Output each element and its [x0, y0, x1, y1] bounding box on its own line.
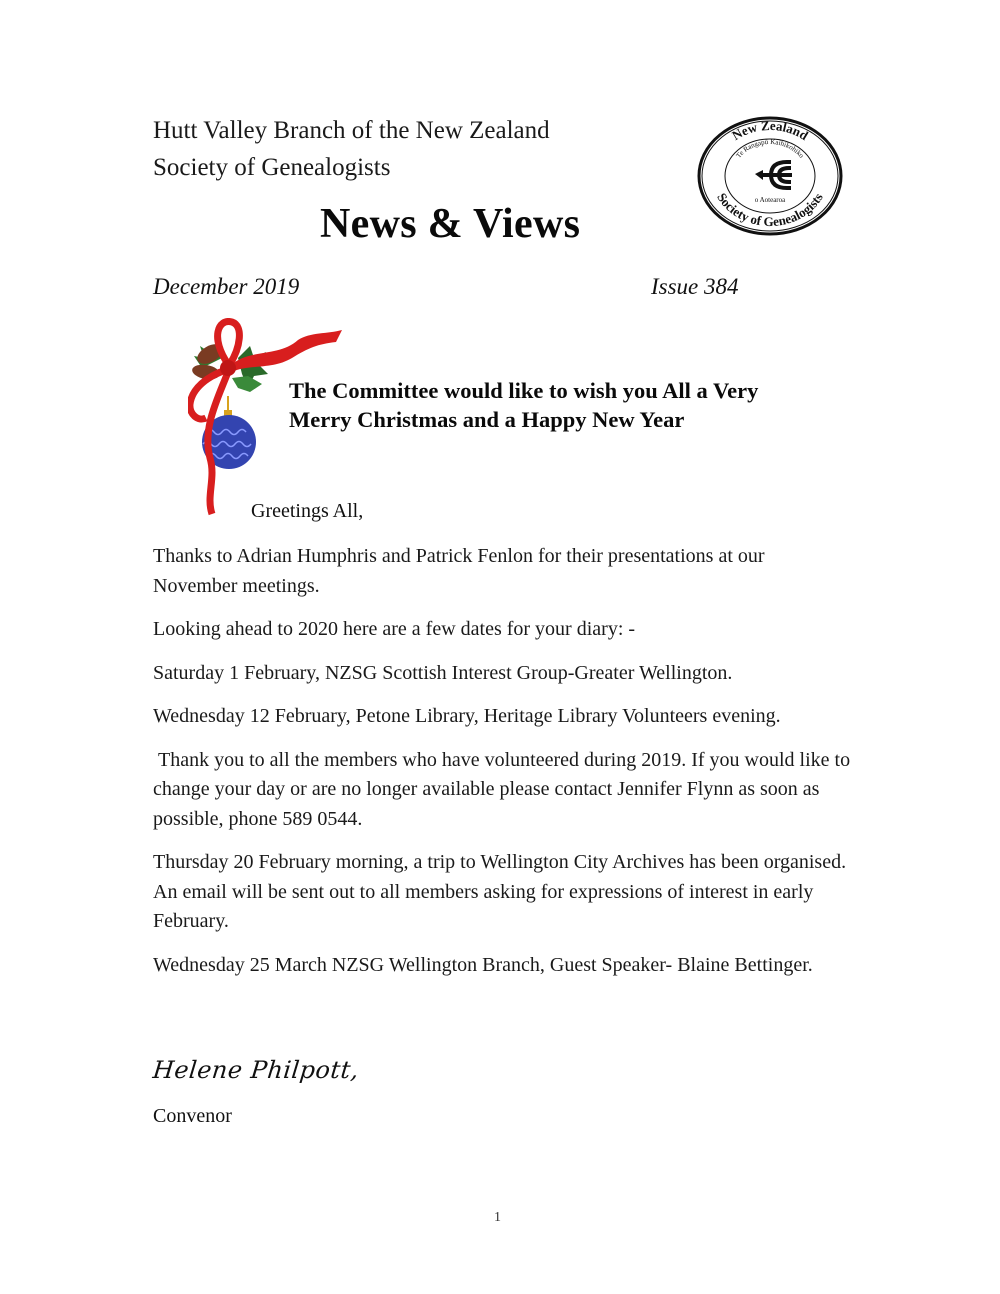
paragraph-thanks-presenters: Thanks to Adrian Humphris and Patrick Fenlon for their presentations at our November meetings.: [153, 545, 765, 597]
signature: Helene Philpott,: [151, 1056, 361, 1084]
organization-line-1: Hutt Valley Branch of the New Zealand: [153, 117, 550, 144]
letter-body: [153, 542, 856, 994]
svg-text:o Aotearoa: o Aotearoa: [754, 196, 786, 204]
holiday-greeting: [289, 376, 758, 434]
nzsg-logo: [697, 116, 843, 236]
paragraph-scottish-group: Saturday 1 February, NZSG Scottish Interest Group-Greater Wellington.: [153, 661, 733, 684]
page-number: 1: [494, 1210, 501, 1225]
organization-line-2: Society of Genealogists: [153, 154, 391, 181]
issue-number: Issue 384: [651, 274, 739, 299]
svg-text:Te Rangapū Kaihikohiko: Te Rangapū Kaihikohiko: [734, 137, 806, 160]
svg-text:New Zealand: New Zealand: [729, 117, 811, 144]
organization-name: [153, 112, 550, 186]
issue-date: December 2019: [153, 274, 300, 299]
newsletter-title: News & Views: [320, 201, 581, 247]
svg-text:Society of Genealogists: Society of Genealogists: [714, 190, 826, 230]
paragraph-volunteers: Thank you to all the members who have volunteered during 2019. If you would like to change your day or are no longer available please contact Jennifer Flynn as soon as possible, phone 589 0544.: [153, 748, 856, 830]
paragraph-city-archives: Thursday 20 February morning, a trip to Wellington City Archives has been organised. An email will be sent out to all members asking for expressions of interest in early February.: [153, 851, 847, 932]
holiday-greeting-line-2: Merry Christmas and a Happy New Year: [289, 407, 685, 432]
letter-greeting: Greetings All,: [251, 500, 364, 522]
paragraph-guest-speaker: Wednesday 25 March NZSG Wellington Branch, Guest Speaker- Blaine Bettinger.: [153, 953, 813, 976]
signatory-role: Convenor: [153, 1105, 232, 1127]
seal-icon: [697, 116, 843, 236]
holiday-greeting-line-1: The Committee would like to wish you All a Very: [289, 378, 759, 403]
paragraph-petone-library: Wednesday 12 February, Petone Library, Heritage Library Volunteers evening.: [153, 705, 781, 727]
paragraph-looking-ahead: Looking ahead to 2020 here are a few dates for your diary: -: [153, 618, 636, 640]
